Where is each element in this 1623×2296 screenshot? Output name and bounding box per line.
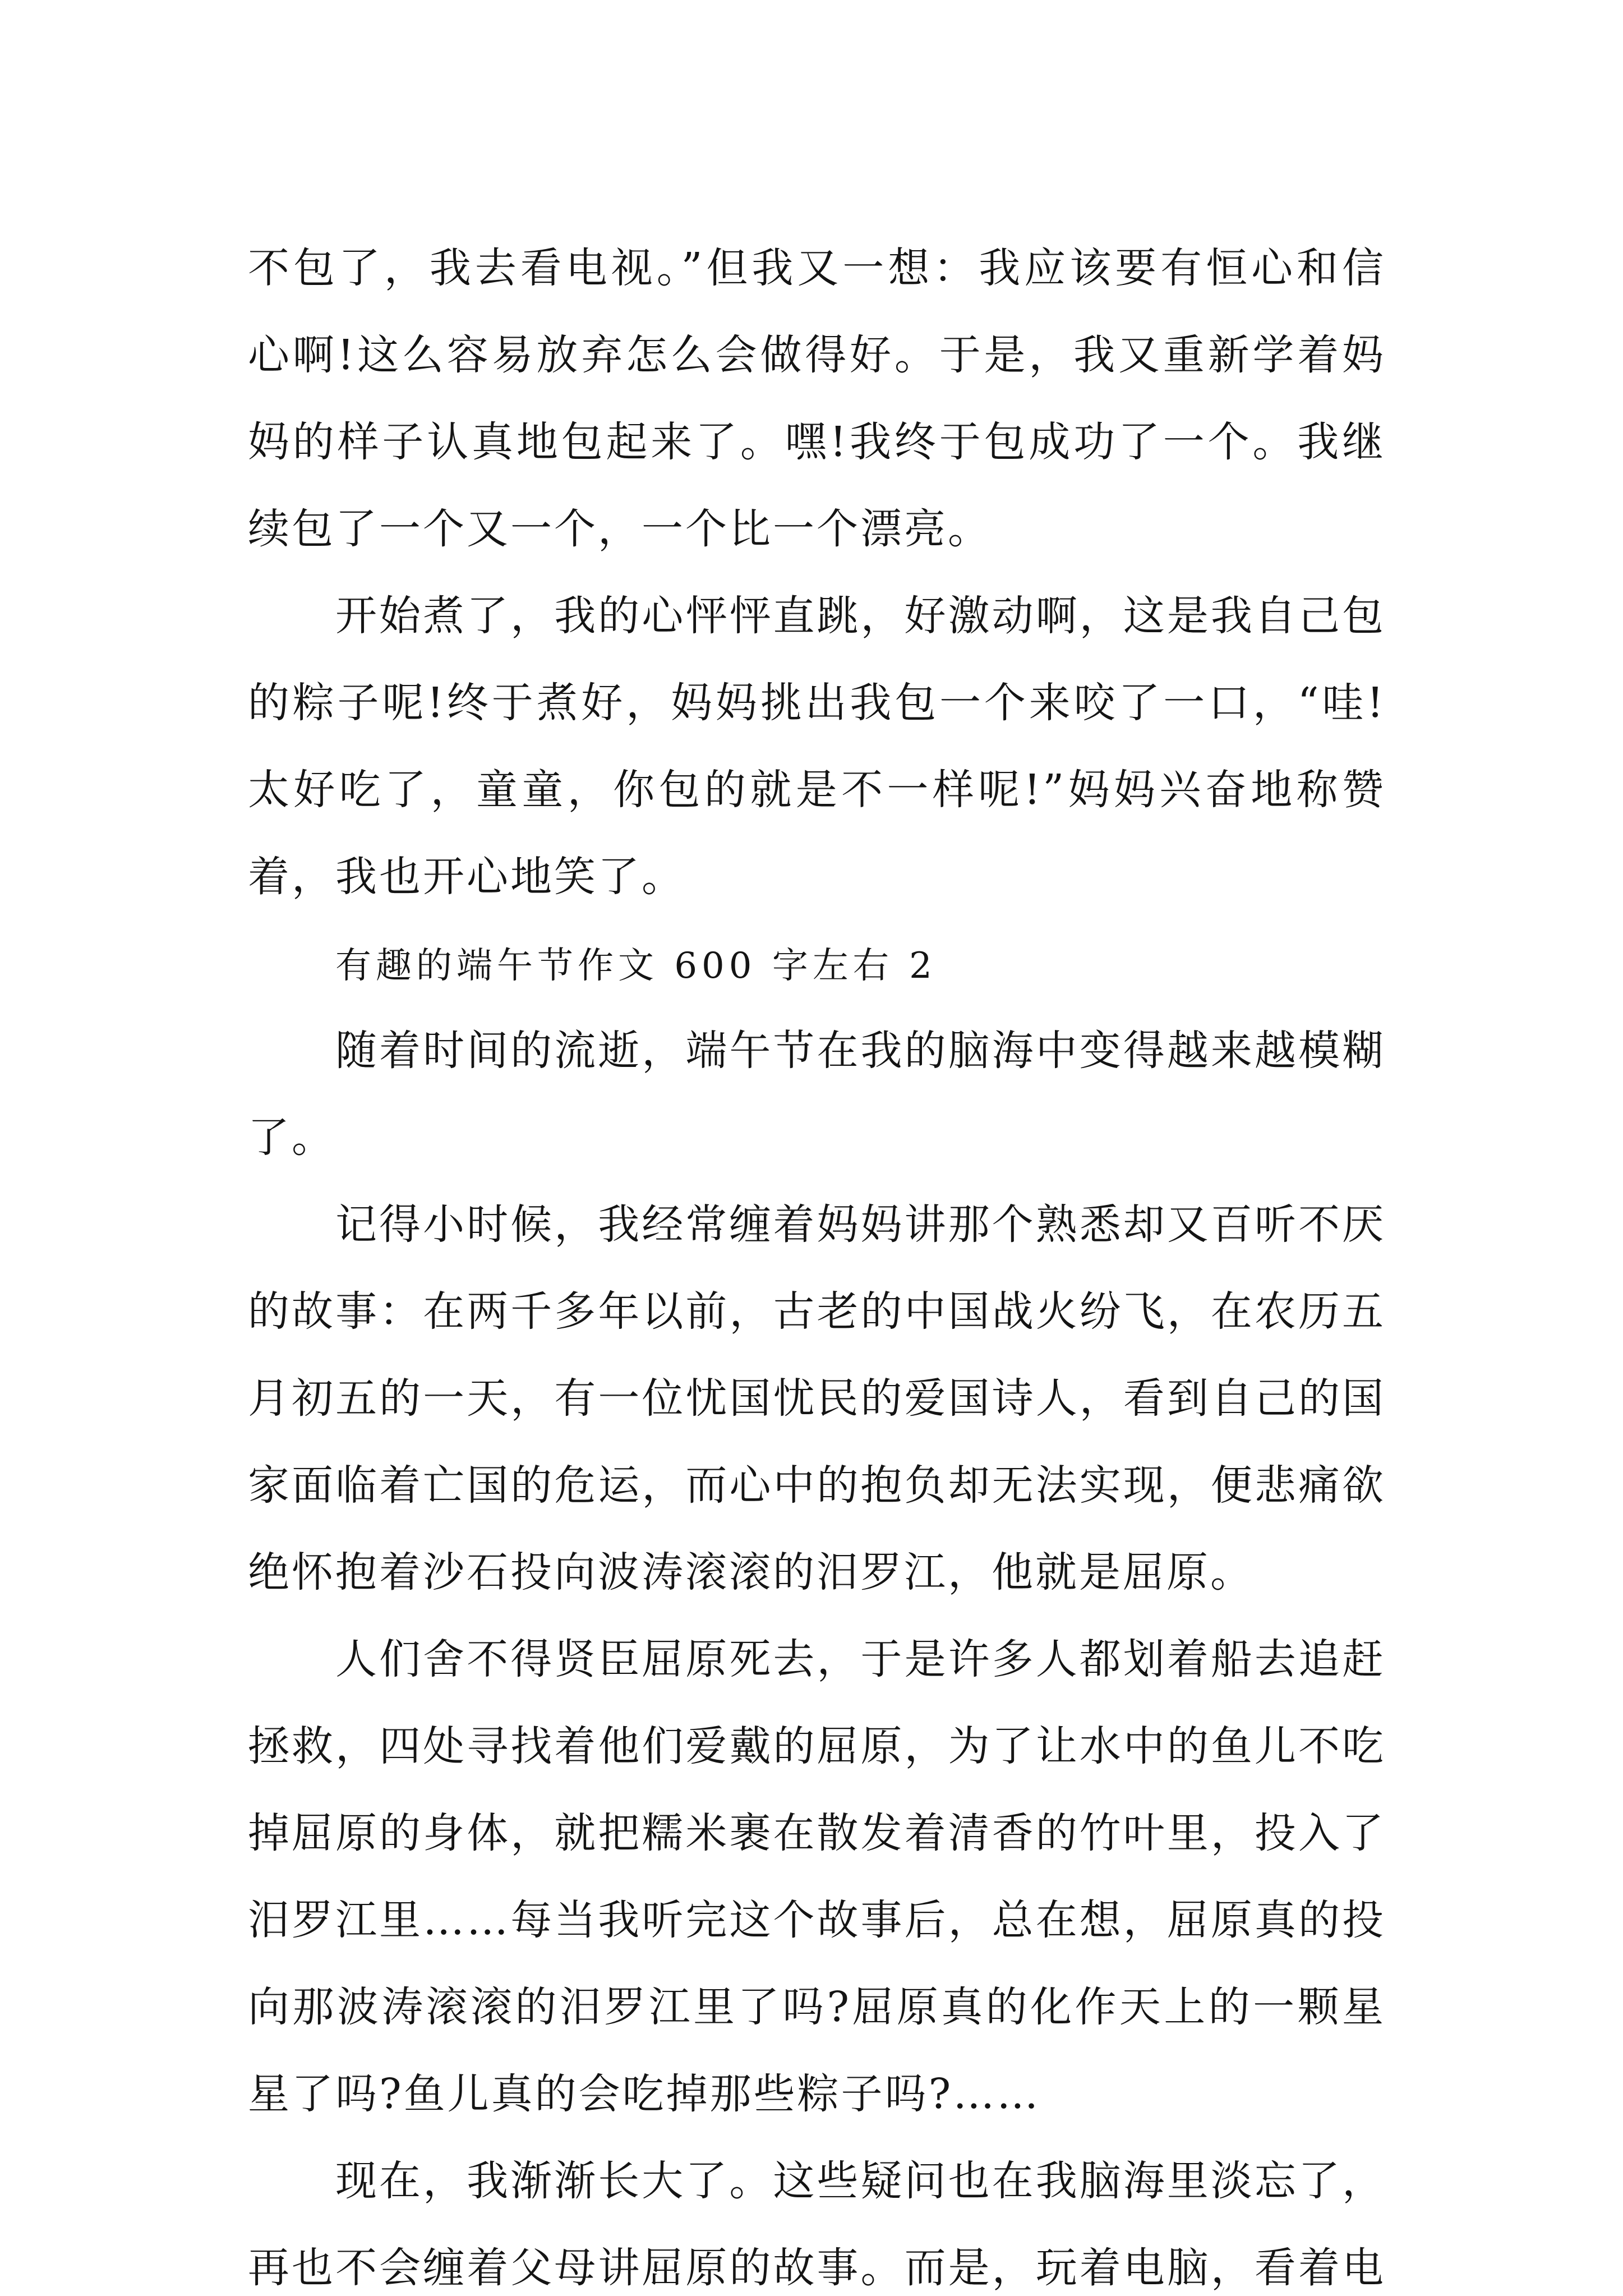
text-line: 的粽子呢!终于煮好，妈妈挑出我包一个来咬了一口，“哇! xyxy=(248,679,1386,727)
text-line: 现在，我渐渐长大了。这些疑问也在我脑海里淡忘了， xyxy=(335,2157,1386,2205)
text-line: 心啊!这么容易放弃怎么会做得好。于是，我又重新学着妈 xyxy=(248,331,1386,379)
text-line: 人们舍不得贤臣屈原死去，于是许多人都划着船去追赶 xyxy=(335,1635,1386,1683)
text-line: 再也不会缠着父母讲屈原的故事。而是，玩着电脑，看着电 xyxy=(248,2244,1386,2292)
text-line: 汨罗江里……每当我听完这个故事后，总在想，屈原真的投 xyxy=(248,1896,1386,1944)
text-line: 向那波涛滚滚的汨罗江里了吗?屈原真的化作天上的一颗星 xyxy=(248,1983,1386,2031)
text-line: 拯救，四处寻找着他们爱戴的屈原，为了让水中的鱼儿不吃 xyxy=(248,1722,1386,1770)
text-line: 月初五的一天，有一位忧国忧民的爱国诗人，看到自己的国 xyxy=(248,1374,1386,1423)
text-line: 太好吃了，童童，你包的就是不一样呢!”妈妈兴奋地称赞 xyxy=(248,766,1386,814)
text-line: 开始煮了，我的心怦怦直跳，好激动啊，这是我自己包 xyxy=(335,592,1386,640)
section-title: 有趣的端午节作文 600 字左右 2 xyxy=(335,945,937,987)
text-line: 绝怀抱着沙石投向波涛滚滚的汨罗江，他就是屈原。 xyxy=(248,1548,1254,1596)
text-line: 星了吗?鱼儿真的会吃掉那些粽子吗?…… xyxy=(248,2070,1041,2118)
text-line: 家面临着亡国的危运，而心中的抱负却无法实现，便悲痛欲 xyxy=(248,1461,1386,1510)
text-line: 记得小时候，我经常缠着妈妈讲那个熟悉却又百听不厌 xyxy=(335,1200,1386,1249)
text-line: 着，我也开心地笑了。 xyxy=(248,853,685,901)
text-line: 不包了，我去看电视。”但我又一想：我应该要有恒心和信 xyxy=(248,244,1386,292)
text-line: 随着时间的流逝，端午节在我的脑海中变得越来越模糊 xyxy=(335,1027,1386,1075)
text-line: 续包了一个又一个，一个比一个漂亮。 xyxy=(248,505,992,553)
text-line: 妈的样子认真地包起来了。嘿!我终于包成功了一个。我继 xyxy=(248,418,1386,466)
text-line: 的故事：在两千多年以前，古老的中国战火纷飞，在农历五 xyxy=(248,1287,1386,1336)
text-line: 掉屈原的身体，就把糯米裹在散发着清香的竹叶里，投入了 xyxy=(248,1809,1386,1857)
text-line: 了。 xyxy=(248,1114,335,1162)
